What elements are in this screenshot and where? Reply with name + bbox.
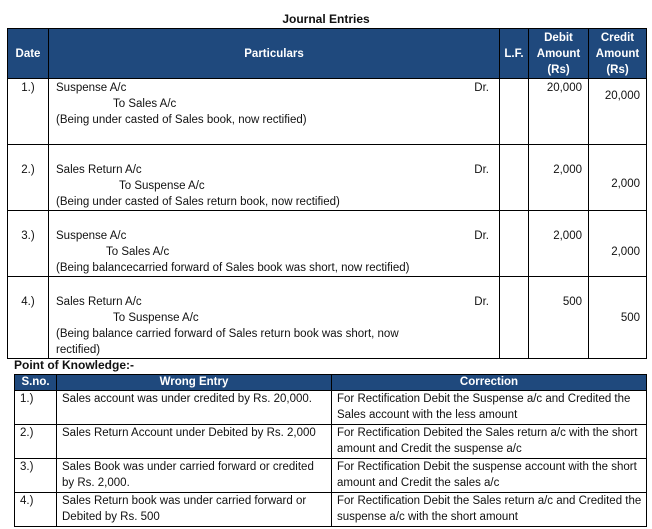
pok-sno: 2.) bbox=[15, 425, 57, 459]
entry-date: 4.) bbox=[8, 277, 49, 359]
journal-row bbox=[8, 145, 647, 211]
entry-particulars bbox=[49, 211, 500, 277]
debit-account: Suspense A/c bbox=[56, 230, 127, 242]
credit-header-line1: Credit bbox=[600, 31, 635, 44]
dr-label: Dr. bbox=[474, 82, 489, 94]
debit-account: Sales Return A/c bbox=[56, 164, 142, 176]
journal-title: Journal Entries bbox=[282, 12, 370, 26]
pok-correction: For Rectification Debit the suspense account with the short amount and Credit the sales a/c bbox=[332, 459, 647, 493]
dr-label: Dr. bbox=[474, 296, 489, 308]
journal-row bbox=[8, 277, 647, 359]
entry-particulars bbox=[49, 79, 500, 145]
entry-particulars bbox=[49, 277, 500, 359]
pok-correction: For Rectification Debit the Sales return a/c and Credited the suspense a/c with the short amount bbox=[332, 493, 647, 527]
journal-header-row bbox=[8, 29, 647, 79]
entry-date: 2.) bbox=[8, 145, 49, 211]
column-header-correction: Correction bbox=[332, 375, 647, 391]
credit-header-line2: Amount bbox=[595, 47, 640, 60]
debit-header-line2: Amount bbox=[536, 47, 581, 60]
entry-debit-amount: 2,000 bbox=[529, 145, 589, 211]
column-header-credit bbox=[589, 29, 647, 79]
column-header-lf: L.F. bbox=[500, 29, 529, 79]
credit-header-line3: (Rs) bbox=[606, 63, 629, 76]
entry-debit-amount: 2,000 bbox=[529, 211, 589, 277]
narration: (Being under casted of Sales book, now rectified) bbox=[56, 114, 307, 126]
pok-sno: 3.) bbox=[15, 459, 57, 493]
column-header-wrong-entry: Wrong Entry bbox=[57, 375, 332, 391]
entry-lf bbox=[500, 145, 529, 211]
credit-account: To Sales A/c bbox=[106, 246, 170, 258]
pok-header-row bbox=[15, 375, 647, 391]
debit-header-line1: Debit bbox=[544, 31, 573, 44]
narration: (Being balancecarried forward of Sales book was short, now rectified) bbox=[56, 262, 410, 274]
debit-account: Suspense A/c bbox=[56, 82, 127, 94]
entry-debit-amount: 500 bbox=[529, 277, 589, 359]
entry-lf bbox=[500, 277, 529, 359]
pok-correction: For Rectification Debit the Suspense a/c and Credited the Sales account with the less amount bbox=[332, 391, 647, 425]
entry-date: 1.) bbox=[8, 79, 49, 145]
credit-account: To Suspense A/c bbox=[113, 312, 199, 324]
dr-label: Dr. bbox=[474, 230, 489, 242]
pok-sno: 1.) bbox=[15, 391, 57, 425]
entry-credit-amount: 500 bbox=[589, 277, 647, 359]
pok-correction: For Rectification Debited the Sales return a/c with the short amount and Credit the suspense a/c bbox=[332, 425, 647, 459]
journal-entries-table bbox=[7, 28, 647, 359]
column-header-sno: S.no. bbox=[15, 375, 57, 391]
pok-row bbox=[15, 493, 647, 527]
credit-account: To Sales A/c bbox=[113, 98, 177, 110]
column-header-particulars: Particulars bbox=[49, 29, 500, 79]
pok-sno: 4.) bbox=[15, 493, 57, 527]
entry-credit-amount: 20,000 bbox=[589, 79, 647, 145]
journal-row bbox=[8, 211, 647, 277]
journal-row bbox=[8, 79, 647, 145]
column-header-debit bbox=[529, 29, 589, 79]
entry-date: 3.) bbox=[8, 211, 49, 277]
credit-account: To Suspense A/c bbox=[119, 180, 205, 192]
entry-credit-amount: 2,000 bbox=[589, 145, 647, 211]
pok-row bbox=[15, 459, 647, 493]
narration: (Being balance carried forward of Sales return book was short, now rectified) bbox=[56, 328, 399, 356]
pok-wrong-entry: Sales Book was under carried forward or credited by Rs. 2,000. bbox=[57, 459, 332, 493]
pok-wrong-entry: Sales account was under credited by Rs. 20,000. bbox=[57, 391, 332, 425]
debit-account: Sales Return A/c bbox=[56, 296, 142, 308]
entry-credit-amount: 2,000 bbox=[589, 211, 647, 277]
pok-wrong-entry: Sales Return book was under carried forward or Debited by Rs. 500 bbox=[57, 493, 332, 527]
narration: (Being under casted of Sales return book, now rectified) bbox=[56, 196, 340, 208]
debit-header-line3: (Rs) bbox=[547, 63, 570, 76]
point-of-knowledge-table bbox=[14, 374, 647, 527]
pok-row bbox=[15, 425, 647, 459]
column-header-date: Date bbox=[8, 29, 49, 79]
point-of-knowledge-title: Point of Knowledge:- bbox=[14, 358, 134, 372]
pok-wrong-entry: Sales Return Account under Debited by Rs. 2,000 bbox=[57, 425, 332, 459]
entry-lf bbox=[500, 79, 529, 145]
entry-debit-amount: 20,000 bbox=[529, 79, 589, 145]
dr-label: Dr. bbox=[474, 164, 489, 176]
pok-row bbox=[15, 391, 647, 425]
entry-lf bbox=[500, 211, 529, 277]
entry-particulars bbox=[49, 145, 500, 211]
